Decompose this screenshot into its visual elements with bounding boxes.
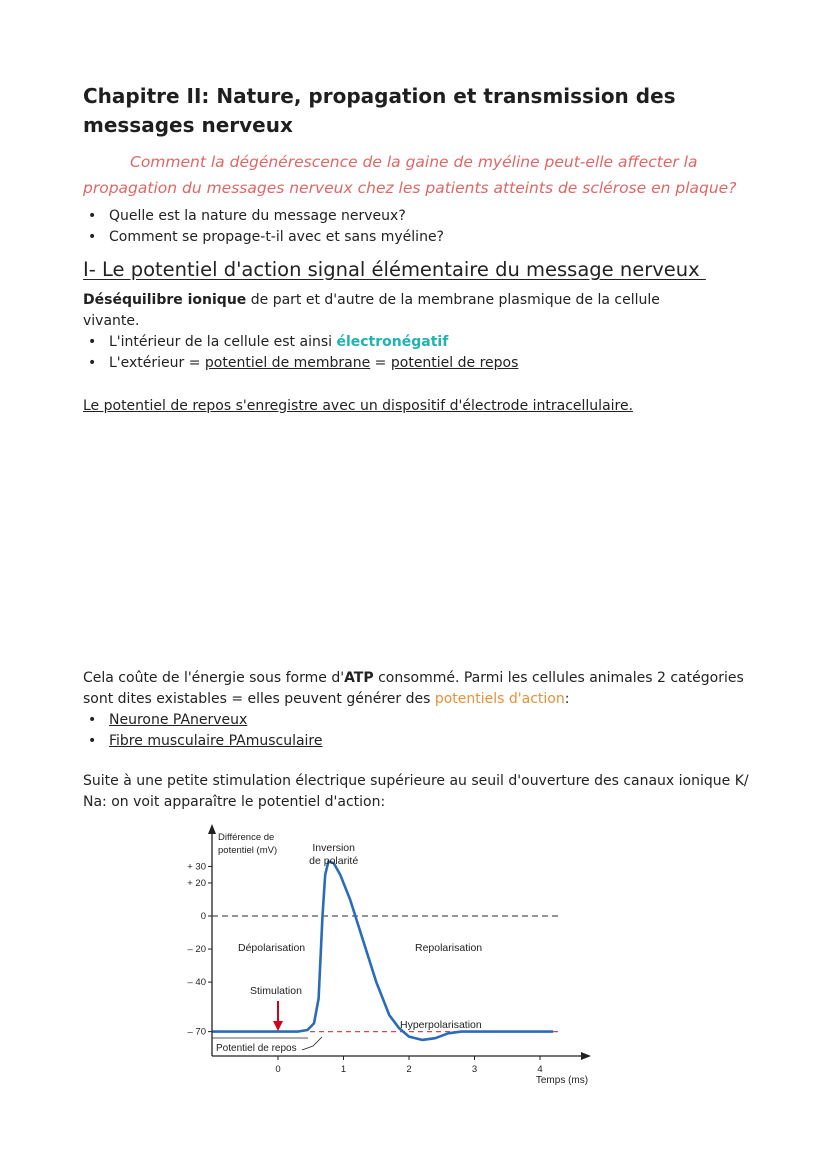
stimulation-arrow-head <box>273 1021 283 1031</box>
paragraph-stimulation: Suite à une petite stimulation électrique supérieure au seuil d'ouverture des canaux ionique K/ Na: on voit apparaître le potentiel d'action: <box>83 773 749 810</box>
chapter-title: Chapitre II: Nature, propagation et transmission des messages nerveux <box>83 84 676 137</box>
list-item: • Neurone PAnerveux <box>83 710 323 731</box>
annotation-inversion: de polarité <box>309 855 359 867</box>
cell-types-list <box>83 710 323 752</box>
y-tick-label: + 30 <box>187 861 206 873</box>
y-tick-label: 0 <box>200 911 206 922</box>
annotation-repos: Potentiel de repos <box>216 1043 297 1054</box>
list-item: • Comment se propage-t-il avec et sans myéline? <box>83 227 444 248</box>
list-item: • Quelle est la nature du message nerveux? <box>83 206 444 227</box>
action-potential-chart <box>160 818 600 1088</box>
y-axis-label: Différence de <box>218 832 275 843</box>
membrane-list <box>83 332 518 374</box>
x-tick-label: 0 <box>275 1064 281 1075</box>
y-tick-label: – 40 <box>187 977 206 989</box>
x-tick-label: 4 <box>537 1064 543 1075</box>
annotation-depolarisation: Dépolarisation <box>238 942 306 954</box>
y-axis-arrow <box>208 824 216 834</box>
x-axis-label: Temps (ms) <box>535 1075 589 1086</box>
y-tick-label: – 70 <box>187 1026 206 1038</box>
list-item: • Fibre musculaire PAmusculaire <box>83 731 323 752</box>
paragraph-ionic: Déséquilibre ionique de part et d'autre de la membrane plasmique de la cellule vivante. <box>83 292 660 329</box>
highlight-electronegatif: électronégatif <box>336 334 449 350</box>
list-item: • L'intérieur de la cellule est ainsi électronégatif <box>83 332 518 353</box>
annotation-repolarisation: Repolarisation <box>415 942 483 954</box>
list-item: • L'extérieur = potentiel de membrane = potentiel de repos <box>83 353 518 374</box>
annotation-inversion: Inversion <box>312 842 355 854</box>
highlight-potentiels: potentiels d'action <box>434 691 565 707</box>
x-axis-arrow <box>581 1052 591 1060</box>
annotation-stimulation: Stimulation <box>250 985 302 997</box>
y-axis-label: potentiel (mV) <box>218 845 278 856</box>
paragraph-atp: Cela coûte de l'énergie sous forme d'ATP consommé. Parmi les cellules animales 2 catégories sont dites existables = elles peuvent générer des potentiels d'action: <box>83 670 744 707</box>
y-tick-label: – 20 <box>187 944 206 956</box>
section-heading: I- Le potentiel d'action signal élémentaire du message nerveux <box>83 258 706 281</box>
repos-pointer <box>302 1037 322 1050</box>
y-tick-label: + 20 <box>187 877 206 889</box>
x-tick-label: 3 <box>471 1064 478 1075</box>
guiding-question: Comment la dégénérescence de la gaine de myéline peut-elle affecter la propagation du messages nerveux chez les patients atteints de sclérose en plaque? <box>83 153 737 197</box>
paragraph-rest-potential: Le potentiel de repos s'enregistre avec un dispositif d'électrode intracellulaire. <box>83 398 634 414</box>
x-tick-label: 2 <box>406 1064 412 1075</box>
annotation-hyperpolarisation: Hyperpolarisation <box>400 1019 482 1031</box>
x-tick-label: 1 <box>340 1064 347 1075</box>
chart-svg <box>160 818 600 1088</box>
question-list <box>83 206 444 248</box>
chart-layer <box>187 824 591 1086</box>
